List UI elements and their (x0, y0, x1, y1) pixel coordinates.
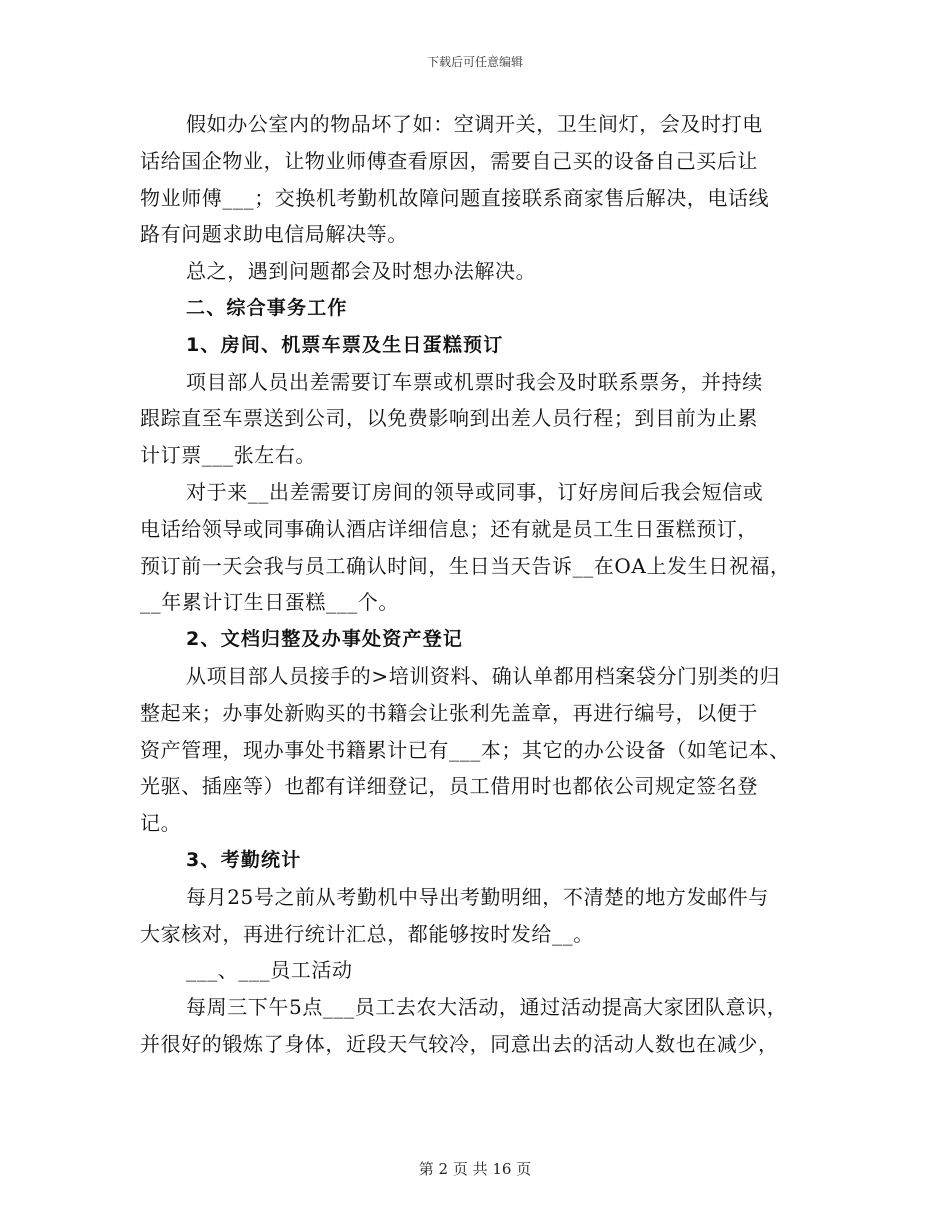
text-line: 总之，遇到问题都会及时想办法解决。 (186, 259, 537, 284)
section-heading: 2、文档归整及办事处资产登记 (186, 628, 464, 651)
text-line: 物业师傅___；交换机考勤机故障问题直接联系商家售后解决，电话线 (140, 185, 770, 210)
section-heading: 3、考勤统计 (186, 848, 302, 871)
text-line: __年累计订生日蛋糕___个。 (140, 590, 399, 615)
text-line: 假如办公室内的物品坏了如：空调开关，卫生间灯，会及时打电 (186, 112, 763, 136)
text-line: 光驱、插座等）也都有详细登记，员工借用时也都依公司规定签名登 (140, 774, 758, 799)
text-line: 话给国企物业，让物业师傅查看原因，需要自己买的设备自己买后让 (140, 148, 758, 173)
text-line: ___、___员工活动 (186, 958, 353, 983)
text-line: 跟踪直至车票送到公司，以免费影响到出差人员行程；到目前为止累 (140, 406, 758, 431)
page-footer: 第 2 页 共 16 页 (418, 1160, 532, 1178)
text-line: 从项目部人员接手的>培训资料、确认单都用档案袋分门别类的归 (186, 663, 781, 688)
document-body (140, 106, 816, 1063)
text-line: 预订前一天会我与员工确认时间，生日当天告诉__在OA上发生日祝福， (140, 553, 791, 578)
text-line: 对于来__出差需要订房间的领导或同事，订好房间后我会短信或 (186, 479, 764, 504)
section-heading: 1、房间、机票车票及生日蛋糕预订 (186, 333, 504, 356)
text-line: 项目部人员出差需要订车票或机票时我会及时联系票务，并持续 (186, 369, 763, 394)
text-line: 每月25号之前从考勤机中导出考勤明细，不清楚的地方发邮件与 (186, 884, 769, 909)
text-line: 记。 (140, 811, 182, 836)
section-heading: 二、综合事务工作 (186, 296, 348, 319)
text-line: 大家核对，再进行统计汇总，都能够按时发给__。 (140, 921, 594, 946)
text-line: 整起来；办事处新购买的书籍会让张利先盖章，再进行编号，以便于 (140, 700, 758, 725)
text-line: 资产管理，现办事处书籍累计已有___本；其它的办公设备（如笔记本、 (140, 737, 790, 762)
text-line: 计订票___张左右。 (140, 443, 316, 468)
text-line: 每周三下午5点___员工去农大活动，通过活动提高大家团队意识， (186, 995, 788, 1020)
text-line: 路有问题求助电信局解决等。 (140, 222, 408, 247)
text-line: 并很好的锻炼了身体，近段天气较冷，同意出去的活动人数也在减少， (140, 1031, 779, 1056)
page-header: 下载后可任意编辑 (426, 55, 523, 69)
text-line: 电话给领导或同事确认酒店详细信息；还有就是员工生日蛋糕预订， (140, 516, 758, 541)
